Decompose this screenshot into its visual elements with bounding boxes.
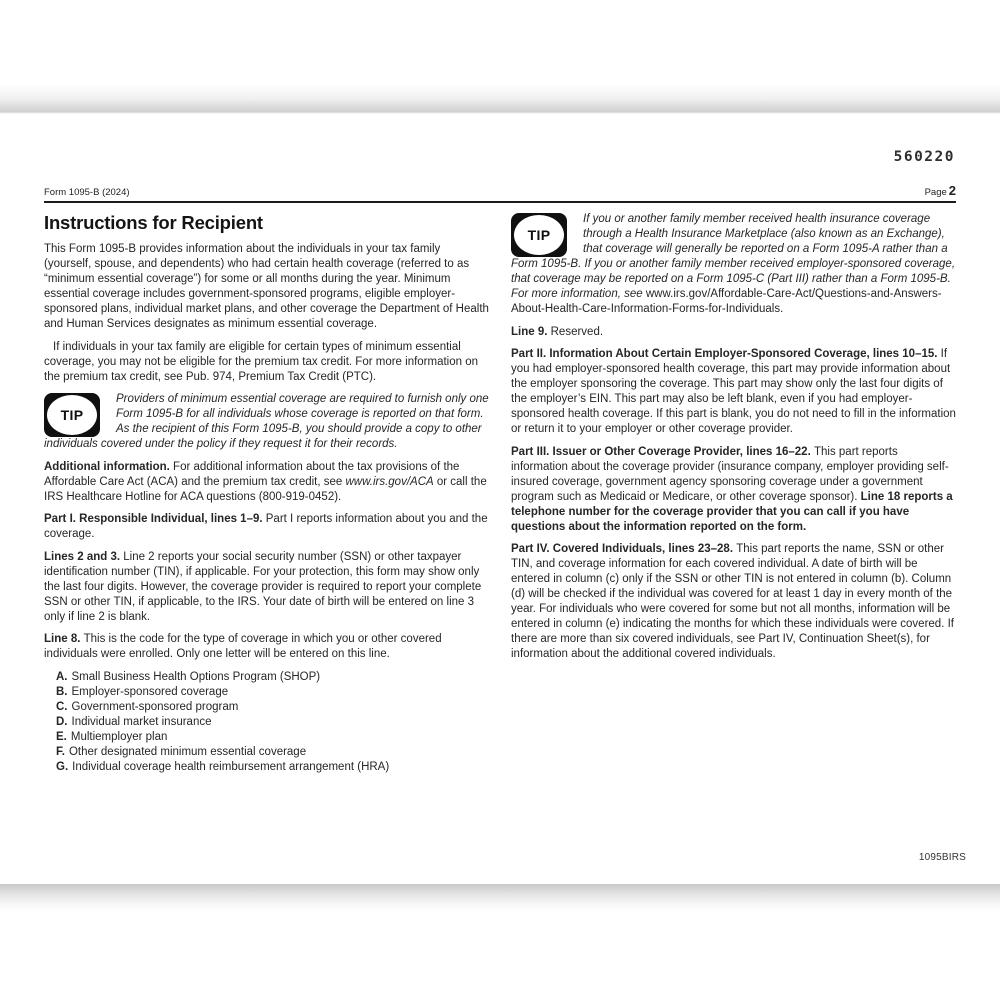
tip-note-left	[44, 392, 489, 452]
tip-icon-label: TIP	[60, 406, 84, 423]
footer-code: 1095BIRS	[918, 852, 966, 863]
text-run: www.irs.gov/Affordable-Care-Act/Questions-and-Answers-About-Health-Care-Information-Forms-for-Individuals.	[511, 288, 942, 315]
right-column	[511, 212, 956, 782]
text-run: Part I. Responsible Individual, lines 1–9.	[44, 513, 266, 525]
list-item	[56, 760, 489, 775]
page-curl-shadow	[0, 0, 1000, 114]
item-text: Individual coverage health reimbursement arrangement (HRA)	[72, 760, 390, 773]
text-run: Part I reports information about you and the coverage.	[44, 513, 488, 540]
paragraph-part3	[511, 445, 956, 535]
page-title: Instructions for Recipient	[44, 212, 263, 233]
paragraph-intro	[44, 242, 489, 332]
item-letter: G.	[56, 760, 69, 773]
item-text: Small Business Health Options Program (SHOP)	[71, 670, 321, 683]
page-label: Page	[924, 187, 947, 198]
text-run: Line 9.	[511, 325, 551, 338]
text-run: Part II. Information About Certain Employer-Sponsored Coverage, lines 10–15.	[511, 348, 941, 360]
text-run: Lines 2 and 3.	[44, 550, 124, 563]
form-id: Form 1095-B (2024)	[44, 187, 130, 198]
paragraph-additional-information	[44, 460, 489, 505]
item-letter: A.	[56, 670, 68, 683]
text-run: This Form 1095-B provides information about the individuals in your tax family (yourself, spouse, and dependents) who had certain health coverage (referred to as “minimum essential coverage”) for some or all months during the year. Minimum essential coverage includes government-sponsored programs, eligible employer-sponsored plans, individual market plans, and other coverage the Department of Health and Human Services designates as minimum essential coverage.	[44, 243, 489, 330]
item-letter: C.	[56, 700, 68, 713]
text-run: Line 8.	[44, 633, 84, 645]
paragraph-premium-tax-credit	[44, 340, 489, 385]
list-item	[56, 700, 489, 715]
item-text: Individual market insurance	[71, 715, 212, 728]
form-page-sheet	[0, 114, 1000, 884]
coverage-type-list	[44, 670, 489, 775]
item-letter: B.	[56, 685, 68, 698]
text-run: For additional information about the tax provisions of the Affordable Care Act (ACA) and the premium tax credit, see	[44, 460, 460, 488]
list-item	[56, 730, 489, 745]
list-item	[56, 685, 489, 700]
list-item	[56, 715, 489, 730]
page-number: 2	[948, 183, 956, 198]
text-run: Line 2 reports your social security number (SSN) or other taxpayer identification number (TIN), if applicable. For your protection, this form may show only the last four digits. However, the coverage provider is required to report your complete SSN or other TIN, if applicable, to the IRS. Your date of birth will be entered on line 3 only if line 2 is blank.	[44, 550, 482, 623]
left-column	[44, 212, 489, 782]
text-run: This is the code for the type of coverage in which you or other covered individuals were enrolled. Only one letter will be entered on this line.	[44, 633, 442, 660]
text-run: Part IV. Covered Individuals, lines 23–28.	[511, 543, 737, 555]
text-run: Reserved.	[550, 325, 604, 338]
tip-icon	[511, 213, 567, 257]
text-run: If individuals in your tax family are eligible for certain types of minimum essential coverage, you may not be eligible for the premium tax credit. For more information on the premium tax credit, see Pub. 974, Premium Tax Credit (PTC).	[44, 340, 479, 383]
tip-text	[511, 213, 955, 315]
text-run: www.irs.gov/ACA	[345, 475, 434, 488]
item-text: Employer-sponsored coverage	[71, 685, 229, 698]
item-text: Other designated minimum essential coverage	[68, 745, 307, 758]
item-letter: F.	[56, 745, 65, 758]
tip-note-right	[511, 212, 956, 317]
text-run: Line 18 reports a telephone number for the coverage provider that you can call if you have questions about the information reported on the form.	[511, 490, 953, 533]
tip-circle	[514, 215, 564, 255]
paragraph-part1	[44, 512, 489, 542]
instructions-body	[44, 212, 956, 782]
tip-icon-label: TIP	[527, 226, 551, 243]
list-item	[56, 670, 489, 685]
text-run: Part III. Issuer or Other Coverage Provider, lines 16–22.	[511, 445, 814, 458]
header-divider	[44, 201, 956, 203]
paragraph-lines-2-and-3	[44, 550, 489, 625]
page-indicator	[925, 183, 956, 198]
text-run: Providers of minimum essential coverage are required to furnish only one Form 1095-B for all individuals whose coverage is reported on that form. As the recipient of this Form 1095-B, you should provide a copy to other individuals covered under the policy if they request it for their records.	[44, 393, 489, 450]
text-run: This part reports the name, SSN or other TIN, and coverage information for each covered individual. A date of birth will be entered in column (c) only if the SSN or other TIN is not entered in column (b). Column (d) will be checked if the individual was covered for at least 1 day in every month of the year. For individuals who were covered for some but not all months, information will be entered in column (e) indicating the months for which these individuals were covered. If there are more than six covered individuals, see Part IV, Continuation Sheet(s), for information about the additional covered individuals.	[511, 543, 954, 660]
item-letter: D.	[56, 715, 68, 728]
list-item	[56, 745, 489, 760]
text-run: Additional information.	[44, 460, 174, 473]
text-run: If you or another family member received health insurance coverage through a Health Insurance Marketplace (also known as an Exchange), that coverage will generally be reported on a Form 1095-A rather than a Form 1095-B. If you or another family member received employer-sponsored coverage, that coverage may be reported on a Form 1095-C (Part III) rather than a Form 1095-B. For more information, see	[511, 213, 956, 300]
text-run: If you had employer-sponsored health coverage, this part may provide information about the employer sponsoring the coverage. This part may show only the last four digits of the employer’s EIN. This part may also be left blank, even if you had employer-sponsored health coverage. If this part is blank, you do not need to fill in the information or return it to your employer or other coverage provider.	[511, 348, 956, 435]
item-text: Multiemployer plan	[70, 730, 168, 743]
page-bottom-shadow	[0, 884, 1000, 912]
serial-number: 560220	[893, 149, 955, 165]
paragraph-part2	[511, 347, 956, 437]
form-header	[44, 183, 956, 198]
item-letter: E.	[56, 730, 67, 743]
tip-circle	[47, 395, 97, 435]
item-text: Government-sponsored program	[71, 700, 239, 713]
text-run: or call the IRS Healthcare Hotline for ACA questions (800-919-0452).	[44, 475, 487, 503]
paragraph-part4	[511, 542, 956, 662]
paragraph-line-8	[44, 632, 489, 662]
tip-icon	[44, 393, 100, 437]
tip-text	[44, 393, 489, 450]
paragraph-line-9	[511, 325, 956, 340]
text-run: This part reports information about the coverage provider (insurance company, employer providing self-insured coverage, government agency sponsoring coverage under a government program such as Medicaid or Medicare, or other coverage sponsor).	[511, 445, 949, 503]
